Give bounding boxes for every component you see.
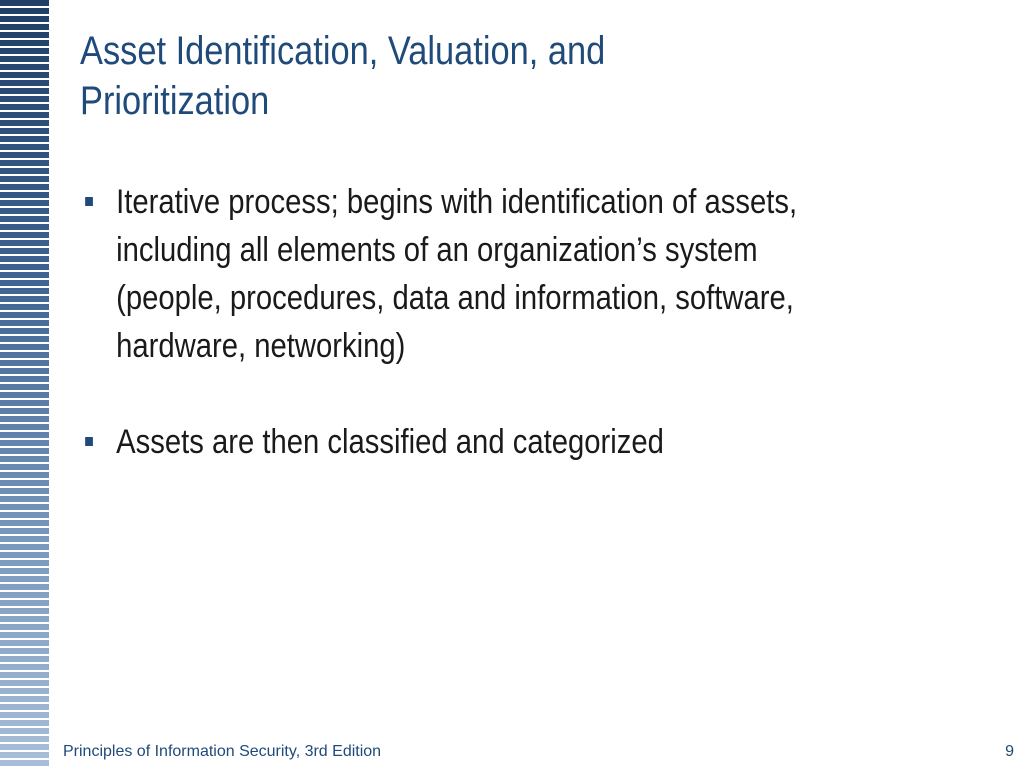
bullet-1-line-3: (people, procedures, data and information, software,: [116, 279, 794, 317]
slide-title-line-1: Asset Identification, Valuation, and: [80, 29, 606, 73]
bullet-1-line-2: including all elements of an organization’s system: [116, 231, 758, 269]
bullet-1-line-4: hardware, networking): [116, 327, 406, 365]
slide-title-line-2: Prioritization: [80, 79, 270, 123]
bullet-list: [80, 178, 880, 466]
slide-title: [80, 26, 837, 126]
bullet-item-classified: [80, 418, 880, 466]
footer-book-title: Principles of Information Security, 3rd Edition: [63, 743, 382, 760]
page-number: 9: [1005, 743, 1014, 760]
decorative-stripe-bar: [0, 0, 49, 768]
bullet-item-iterative-process: [80, 178, 880, 370]
square-bullet-icon: [85, 437, 93, 446]
bullet-1-line-1: Iterative process; begins with identification of assets,: [116, 183, 798, 221]
bullet-2-line-1: Assets are then classified and categorized: [116, 423, 664, 461]
square-bullet-icon: [85, 197, 93, 206]
